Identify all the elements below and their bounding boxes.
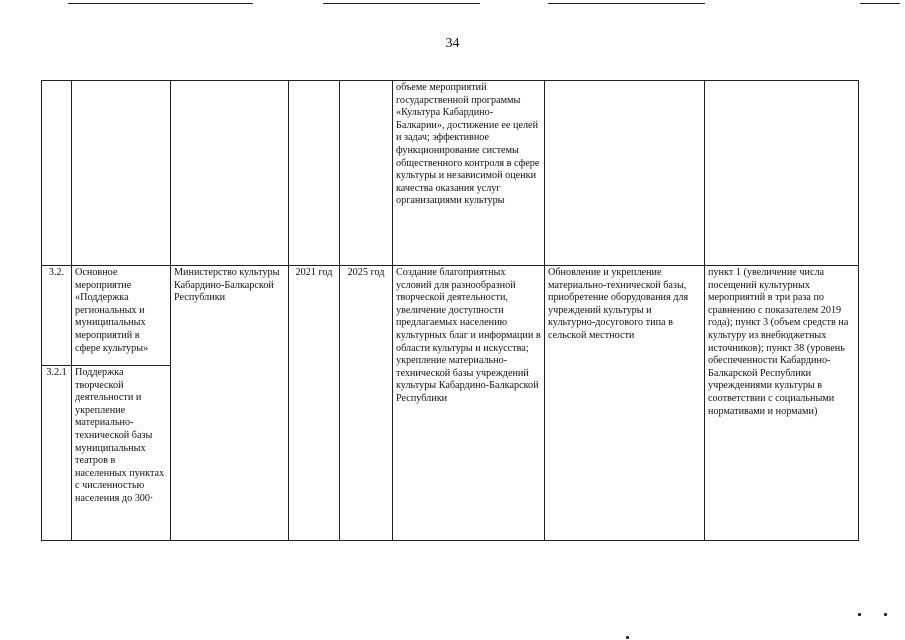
cell-result-empty	[545, 81, 705, 266]
scan-speck	[858, 613, 861, 616]
cell-executor-empty	[171, 81, 289, 266]
cell-result: Обновление и укрепление материально-технической базы, приобретение оборудования для учреждений культуры и культурно-досугового типа в сельской местности	[545, 266, 705, 541]
table-row-continuation	[42, 81, 859, 266]
cell-tasks-continuation: объеме мероприятий государственной программы «Культура Кабардино-Балкарии», достижение ее целей и задач; эффективное функционирование системы общественного контроля в сфере культуры и независимой оценки качества оказания услуг организациями культуры	[393, 81, 545, 266]
cell-num: 3.2.1	[42, 366, 72, 541]
table-row-3-2	[42, 266, 859, 366]
cell-tasks: Создание благоприятных условий для разнообразной творческой деятельности, увеличение доступности предлагаемых населению культурных благ и информации в области культуры и искусства; укрепление материально-технической базы учреждений культуры Кабардино-Балкарской Республики	[393, 266, 545, 541]
page-number: 34	[445, 36, 460, 51]
cell-num: 3.2.	[42, 266, 72, 366]
cell-name: Основное мероприятие «Поддержка региональных и муниципальных мероприятий в сфере культуры»	[72, 266, 171, 366]
scan-line-top-left	[68, 3, 253, 4]
cell-indicators-empty	[705, 81, 859, 266]
scan-speck	[626, 636, 629, 639]
cell-end-year: 2025 год	[340, 266, 393, 541]
cell-start-empty	[289, 81, 340, 266]
cell-name: Поддержка творческой деятельности и укрепление материально-технической базы муниципальных театров в населенных пунктах с численностью населения до 300·	[72, 366, 171, 541]
scan-speck	[884, 613, 887, 616]
cell-num-empty	[42, 81, 72, 266]
scan-line-top-mid	[323, 3, 480, 4]
scan-line-top-far-right	[860, 3, 900, 4]
cell-indicators: пункт 1 (увеличение числа посещений культурных мероприятий в три раза по сравнению с показателем 2019 года); пункт 3 (объем средств на культуру из внебюджетных источников); пункт 38 (уровень обеспеченности Кабардино-Балкарской Республики учреждениями культуры в соответствии с социальными нормативами и нормами)	[705, 266, 859, 541]
cell-start-year: 2021 год	[289, 266, 340, 541]
cell-end-empty	[340, 81, 393, 266]
cell-executor: Министерство культуры Кабардино-Балкарской Республики	[171, 266, 289, 541]
program-table	[41, 80, 859, 541]
scan-line-top-right	[548, 3, 705, 4]
cell-name-empty	[72, 81, 171, 266]
